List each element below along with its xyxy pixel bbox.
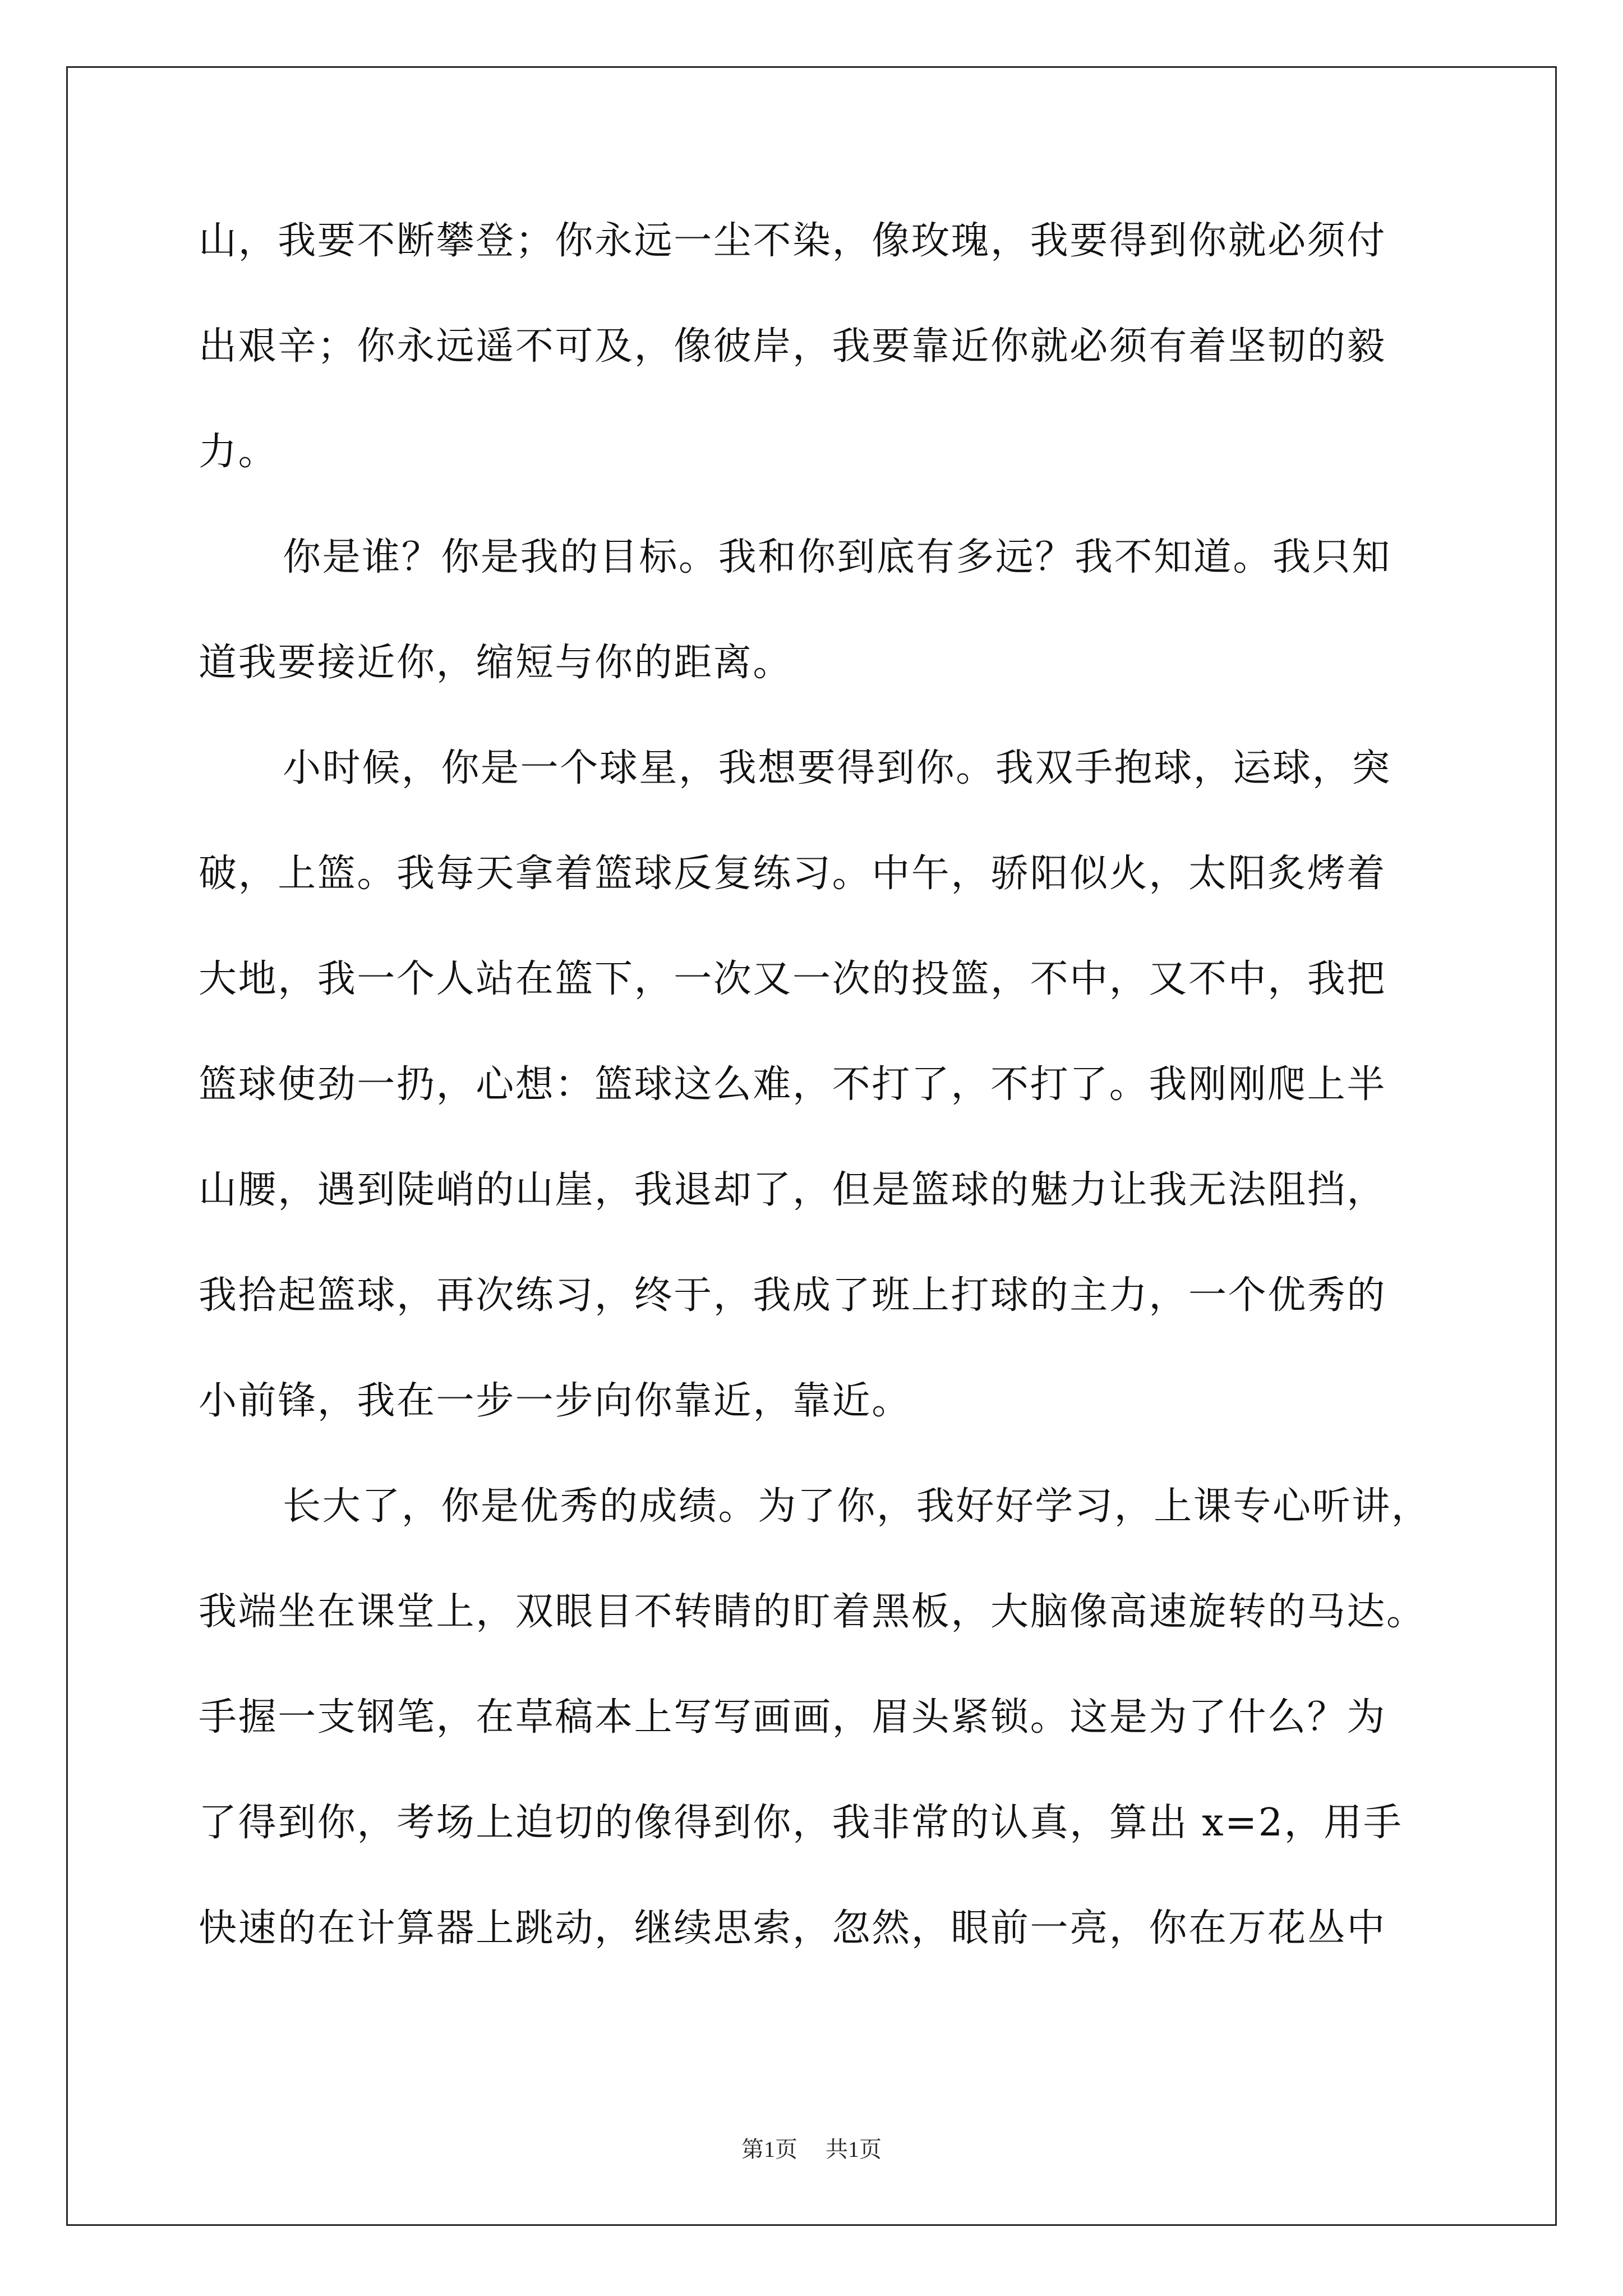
text-line: 力。 [199, 430, 278, 474]
paragraph-first-line: 你是谁？你是我的目标。我和你到底有多远？我不知道。我只知 [283, 535, 1391, 579]
page-number: 第1页 [741, 2137, 797, 2162]
page-border [66, 66, 1557, 2226]
text-line: 出艰辛；你永远遥不可及，像彼岸，我要靠近你就必须有着坚韧的毅 [199, 324, 1387, 369]
page-footer [0, 2136, 1623, 2163]
text-line: 破，上篮。我每天拿着篮球反复练习。中午，骄阳似火，太阳炙烤着 [199, 852, 1387, 896]
page-total: 共1页 [826, 2137, 882, 2162]
text-line: 山，我要不断攀登；你永远一尘不染，像玫瑰，我要得到你就必须付 [199, 219, 1387, 263]
paragraph-first-line: 小时候，你是一个球星，我想要得到你。我双手抱球，运球，突 [283, 746, 1391, 790]
text-line: 小前锋，我在一步一步向你靠近，靠近。 [199, 1379, 911, 1423]
text-line: 山腰，遇到陡峭的山崖，我退却了，但是篮球的魅力让我无法阻挡， [199, 1168, 1387, 1212]
text-line: 手握一支钢笔，在草稿本上写写画画，眉头紧锁。这是为了什么？为 [199, 1695, 1387, 1740]
paragraph-first-line: 长大了，你是优秀的成绩。为了你，我好好学习，上课专心听讲， [283, 1484, 1431, 1529]
text-line: 快速的在计算器上跳动，继续思索，忽然，眼前一亮，你在万花丛中 [199, 1906, 1387, 1950]
text-line: 我拾起篮球，再次练习，终于，我成了班上打球的主力，一个优秀的 [199, 1273, 1387, 1318]
text-line: 道我要接近你，缩短与你的距离。 [199, 641, 793, 685]
text-line: 了得到你，考场上迫切的像得到你，我非常的认真，算出 x=2，用手 [199, 1801, 1403, 1845]
text-line: 我端坐在课堂上，双眼目不转睛的盯着黑板，大脑像高速旋转的马达。 [199, 1590, 1426, 1634]
text-line: 篮球使劲一扔，心想：篮球这么难，不打了，不打了。我刚刚爬上半 [199, 1062, 1387, 1107]
text-line: 大地，我一个人站在篮下，一次又一次的投篮，不中，又不中，我把 [199, 957, 1387, 1001]
